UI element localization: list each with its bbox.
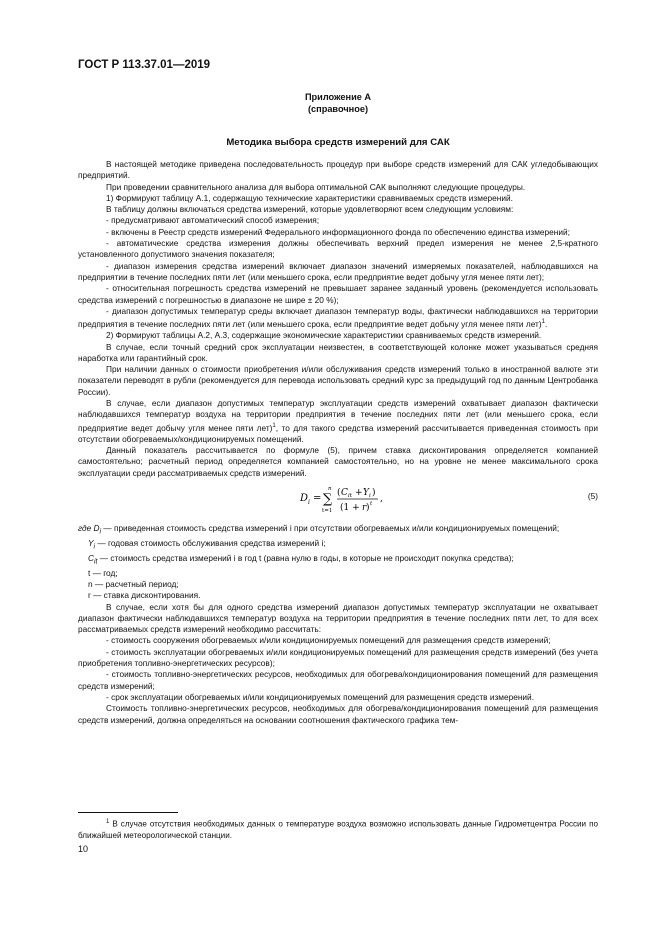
document-body	[78, 159, 598, 726]
svg-text:D: D	[300, 492, 309, 504]
where-n: n — расчетный период;	[88, 579, 179, 589]
paragraph-text: В случае, если диапазон допустимых температур эксплуатации средств измерений охватывает диапазон фактически наблюдавшихся температур воздуха на территории предприятия в течение последних пяти лет (или меньшего срока, если предприятие ведет добычу угля менее пяти лет)	[78, 398, 598, 433]
paragraph: При наличии данных о стоимости приобретения и/или обслуживания средств измерений только в иностранной валюте эти показатели переводят в рубли (рекомендуется для перевода использовать средний курс за предыдущий год по данным Центробанка России).	[78, 364, 598, 397]
footnote-ref: 1	[541, 319, 545, 326]
svg-text:it: it	[348, 492, 352, 499]
footnote-mark: 1	[106, 819, 110, 825]
svg-text:=: =	[313, 492, 322, 504]
paragraph: 1) Формируют таблицу А.1, содержащую технические характеристики сравниваемых средств измерений.	[106, 192, 513, 203]
where-text: — годовая стоимость обслуживания средства измерений i;	[95, 537, 326, 548]
page-number: 10	[78, 844, 89, 854]
discount-formula	[300, 481, 420, 519]
list-item-end: .	[544, 318, 548, 329]
where-d	[78, 523, 598, 538]
where-c	[78, 553, 598, 568]
list-item: - включены в Реестр средств измерений Федерального информационного фонда по обеспечению единства измерений;	[106, 226, 570, 237]
list-item-text: - диапазон допустимых температур среды включает диапазон температур воды, фактически наблюдавшихся на территории предприятия в течение последних пяти лет (или меньшего срока, если предприятие ведет добычу угля менее пяти лет)	[78, 305, 598, 329]
list-item: - срок эксплуатации обогреваемых и/или кондиционируемых помещений для размещения средств измерений.	[106, 691, 535, 702]
paragraph: 2) Формируют таблицы А.2, А.3, содержащие экономические характеристики сравниваемых средств измерений.	[106, 330, 542, 341]
list-item: - относительная погрешность средства измерений не превышает заранее заданный уровень (рекомендуется использовать средства измерений с погрешностью в диапазоне не шире ± 20 %);	[78, 283, 598, 305]
where-y	[78, 538, 598, 553]
footnote-ref: 1	[272, 422, 276, 429]
paragraph: В таблицу должны включаться средства измерений, которые удовлетворяют всем следующим условиям:	[106, 204, 514, 215]
formula-number: (5)	[587, 490, 598, 501]
standard-header: ГОСТ Р 113.37.01—2019	[78, 59, 211, 71]
list-item	[78, 306, 598, 330]
svg-text:t=1: t=1	[322, 507, 333, 514]
where-sub: i	[99, 528, 102, 536]
paragraph-end: , то для такого средства измерений рассчитывается приведенная стоимость при отсутствии обогреваемых/кондиционируемых помещений.	[78, 422, 598, 444]
where-sub: it	[94, 558, 98, 566]
appendix-note: (справочное)	[307, 104, 368, 114]
svg-text:(: (	[337, 487, 341, 498]
where-symbol: Y	[88, 537, 94, 548]
svg-text:+: +	[355, 487, 363, 498]
list-item: - стоимость топливно-энергетических ресурсов, необходимых для обогрева/кондиционирования помещений для размещения средств измерений;	[78, 669, 598, 691]
svg-text:Y: Y	[363, 487, 369, 498]
paragraph: В случае, если точный средний срок эксплуатации неизвестен, в соответствующей колонке может указываться средняя наработка или гарантийный срок.	[78, 341, 598, 363]
list-item: - стоимость эксплуатации обогреваемых и/или кондиционируемых помещений для размещения средств измерений (без учета приобретения топливно-энергетических ресурсов);	[78, 646, 598, 669]
svg-text:i: i	[369, 492, 371, 499]
footnote-text: В случае отсутствия необходимых данных о температуре воздуха возможно использовать данные Гидрометцентра России по ближайшей метеорологической станции.	[78, 819, 598, 840]
where-t: t — год;	[88, 567, 118, 578]
svg-text:∑: ∑	[323, 491, 333, 507]
svg-text:(1 +: (1 +	[340, 502, 360, 513]
svg-text:r: r	[362, 502, 367, 513]
svg-text:,: ,	[380, 493, 383, 504]
paragraph	[78, 398, 598, 445]
where-symbol: C	[88, 552, 94, 563]
list-item: - стоимость сооружения обогреваемых и/или кондиционируемых помещений для размещения средств измерений;	[106, 635, 551, 646]
svg-text:n: n	[328, 485, 332, 492]
where-text: — приведенная стоимость средства измерений i при отсутствии обогреваемых и/или кондиционируемых помещений;	[101, 522, 560, 533]
paragraph: Стоимость топливно-энергетических ресурсов, необходимых для обогрева/кондиционирования помещений для размещения средств измерений, должна определяться на основании соотношения фактического графика тем-	[78, 703, 598, 725]
footnote-separator	[78, 812, 178, 813]
list-item: - автоматические средства измерения должны обеспечивать верхний предел измерения не менее 2,5-кратного установленного допустимого значения показателя;	[78, 238, 598, 260]
paragraph: При проведении сравнительного анализа для выбора оптимальной САК выполняют следующие процедуры.	[106, 181, 526, 192]
where-sub: i	[93, 543, 96, 551]
where-prefix: где D	[78, 522, 100, 533]
svg-text:C: C	[341, 487, 348, 498]
svg-text:): )	[366, 502, 370, 513]
svg-text:): )	[372, 487, 376, 498]
svg-text:t: t	[370, 500, 373, 507]
appendix-title: Приложение А	[304, 92, 372, 102]
section-title: Методика выбора средств измерений для САК	[226, 137, 450, 148]
paragraph: Данный показатель рассчитывается по формуле (5), причем ставка дисконтирования определяется компанией самостоятельно; расчетный период определяется компанией самостоятельно, но на уровне не менее максимального срока эксплуатации среди рассматриваемых средств измерений.	[78, 444, 598, 478]
svg-text:i: i	[308, 498, 310, 506]
where-text: — стоимость средства измерений i в год t (равна нулю в годы, в которые не происходит покупка средства);	[97, 552, 514, 563]
footnote	[78, 817, 598, 841]
paragraph: В настоящей методике приведена последовательность процедур при выборе средств измерений для САК угледобывающих предприятий.	[78, 159, 598, 181]
where-r: r — ставка дисконтирования.	[88, 590, 201, 601]
paragraph: В случае, если хотя бы для одного средства измерений диапазон допустимых температур эксплуатации не охватывает диапазон фактически наблюдавшихся температур воздуха на территории предприятия в течение последних пяти лет, то для всех рассматриваемых средств измерений необходимо рассчитать:	[78, 601, 598, 635]
list-item: - диапазон измерения средства измерений включает диапазон значений измеряемых показателей, наблюдавшихся на предприятии в течение последних пяти лет (или меньшего срока, если предприятие ведет добычу угля менее пяти лет);	[78, 260, 598, 282]
list-item: - предусматривают автоматический способ измерения;	[106, 215, 320, 226]
formula-5	[78, 481, 598, 519]
